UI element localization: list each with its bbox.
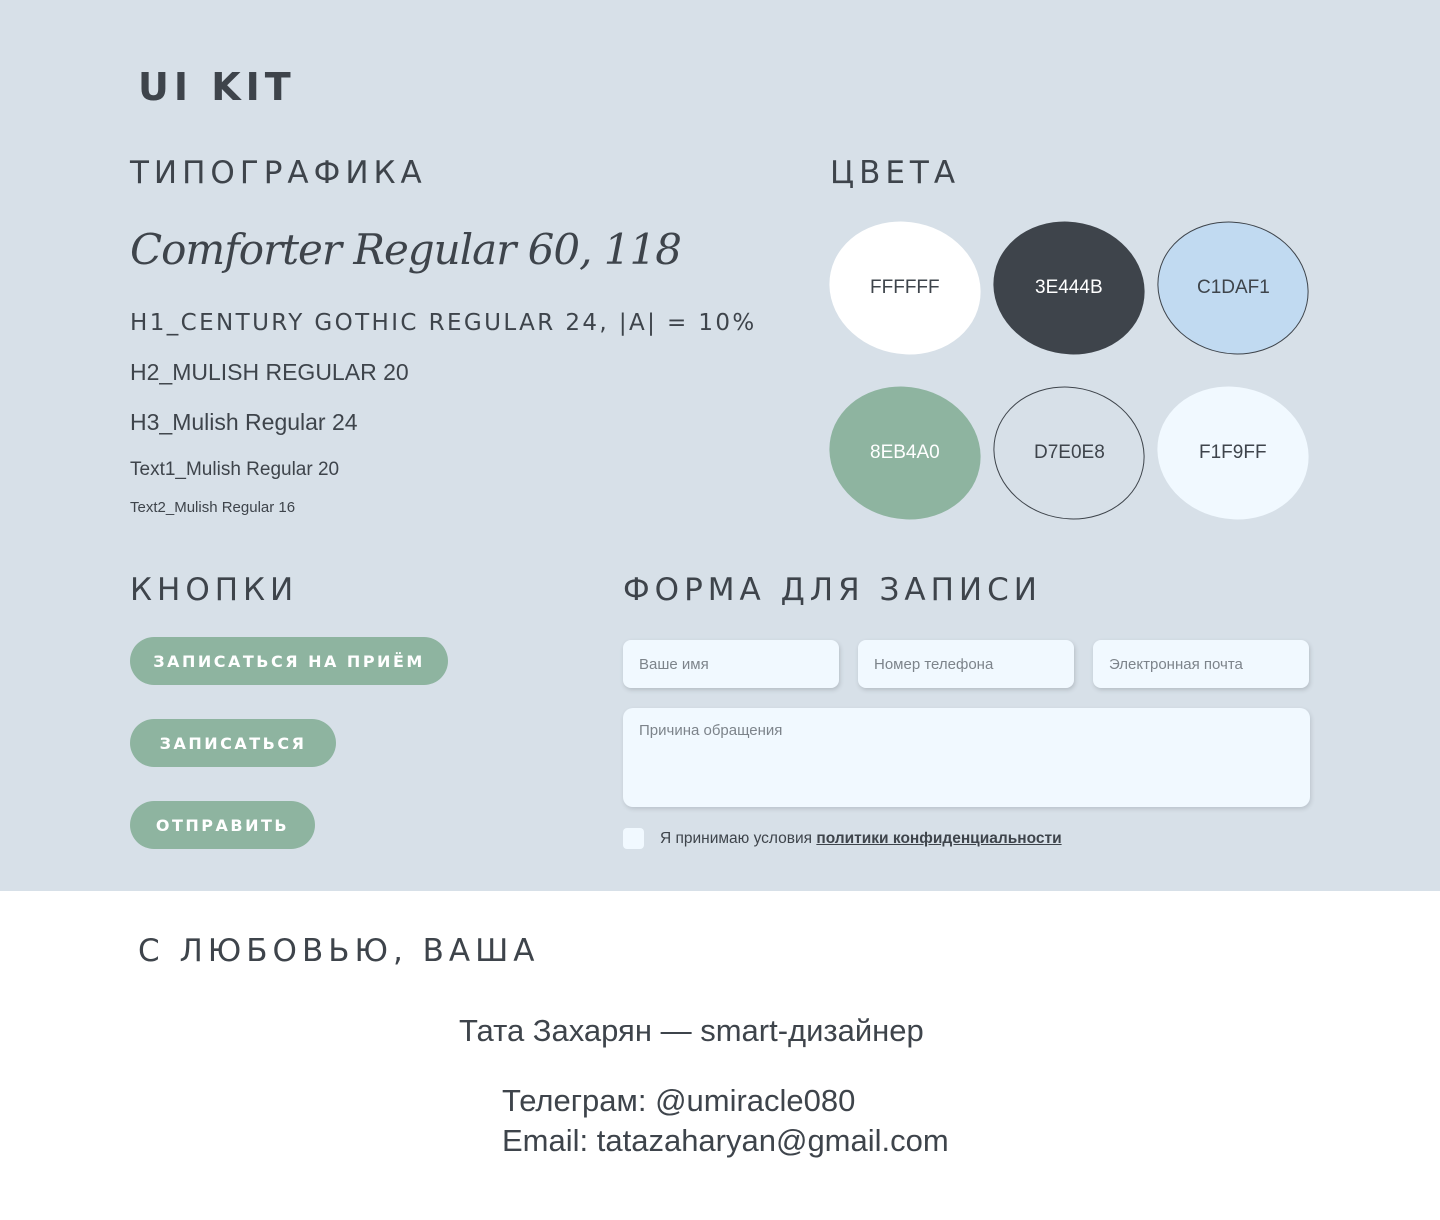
color-swatch-label: 8EB4A0 bbox=[870, 441, 940, 463]
send-button[interactable]: ОТПРАВИТЬ bbox=[130, 801, 315, 849]
typography-sample-h1: H1_CENTURY GOTHIC REGULAR 24, |A| = 10% bbox=[130, 310, 757, 336]
name-input[interactable] bbox=[623, 640, 839, 688]
color-swatch bbox=[817, 208, 993, 369]
typography-sample-h3: H3_Mulish Regular 24 bbox=[130, 409, 358, 435]
form-title: ФОРМА ДЛЯ ЗАПИСИ bbox=[623, 572, 1042, 608]
book-button[interactable]: ЗАПИСАТЬСЯ bbox=[130, 719, 336, 767]
colors-title: ЦВЕТА bbox=[830, 155, 961, 191]
author-name: Тата Захарян — smart-дизайнер bbox=[459, 1013, 924, 1048]
color-swatch bbox=[981, 208, 1157, 369]
book-appointment-button[interactable]: ЗАПИСАТЬСЯ НА ПРИЁМ bbox=[130, 637, 448, 685]
consent-text: Я принимаю условия bbox=[660, 830, 817, 847]
telegram-contact: Телеграм: @umiracle080 bbox=[502, 1083, 856, 1118]
signature-title: С ЛЮБОВЬЮ, ВАША bbox=[138, 933, 540, 969]
email-contact: Email: tatazaharyan@gmail.com bbox=[502, 1123, 949, 1158]
color-swatch-label: FFFFFF bbox=[870, 276, 940, 298]
email-input[interactable] bbox=[1093, 640, 1309, 688]
color-swatch bbox=[981, 373, 1157, 534]
typography-sample-h2: H2_MULISH REGULAR 20 bbox=[130, 359, 409, 385]
privacy-policy-link[interactable]: политики конфиденциальности bbox=[816, 830, 1062, 847]
reason-textarea[interactable] bbox=[623, 708, 1310, 807]
typography-sample-text2: Text2_Mulish Regular 16 bbox=[130, 499, 296, 516]
typography-sample-text1: Text1_Mulish Regular 20 bbox=[130, 459, 340, 480]
typography-sample-script: Comforter Regular 60, 118 bbox=[130, 225, 681, 274]
color-swatch-label: D7E0E8 bbox=[1033, 442, 1105, 463]
buttons-title: КНОПКИ bbox=[130, 572, 299, 608]
color-swatch-label: C1DAF1 bbox=[1196, 276, 1270, 298]
color-swatch bbox=[1145, 208, 1321, 369]
color-swatch bbox=[1145, 373, 1321, 534]
consent-label bbox=[660, 828, 1062, 849]
consent-checkbox[interactable] bbox=[623, 828, 644, 849]
color-swatch bbox=[817, 373, 993, 534]
color-swatch-label: F1F9FF bbox=[1199, 442, 1267, 463]
color-swatch-label: 3E444B bbox=[1035, 277, 1103, 298]
phone-input[interactable] bbox=[858, 640, 1074, 688]
page-title: UI KIT bbox=[138, 65, 296, 109]
typography-title: ТИПОГРАФИКА bbox=[130, 155, 427, 191]
